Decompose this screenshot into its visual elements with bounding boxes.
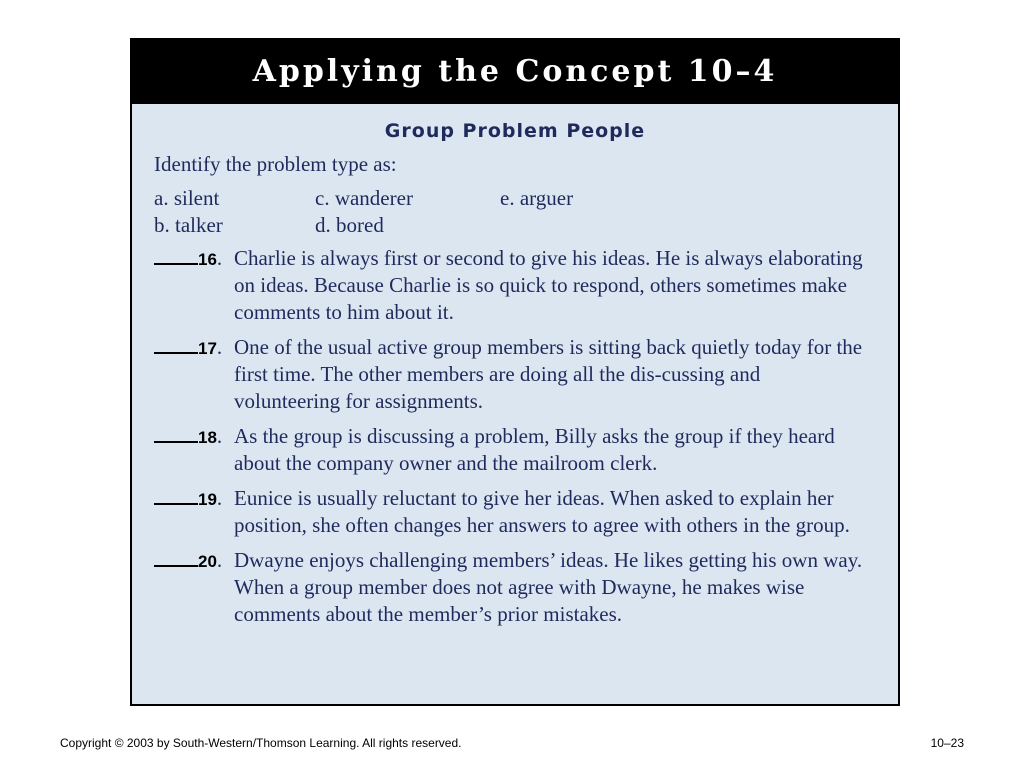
question-separator: . [216,486,223,510]
copyright-notice: Copyright © 2003 by South-Western/Thomson Learning. All rights reserved. [60,736,462,750]
answer-blank[interactable] [154,335,198,354]
answer-blank[interactable] [154,486,198,505]
question-separator: . [216,548,223,572]
panel-title: Applying the Concept 10–4 [132,40,898,104]
question-number: 18 [198,428,217,447]
question-text: As the group is discussing a problem, Billy asks the group if they heard about the company owner and the mailroom clerk. [234,424,835,475]
option-arguer: e. arguer [500,186,574,210]
question-20 [154,547,876,628]
option-wanderer: c. wanderer [315,186,413,210]
panel-content [132,104,898,628]
page-number: 10–23 [930,736,964,750]
instruction-text: Identify the problem type as: [154,152,397,176]
question-number: 19 [198,490,217,509]
question-separator: . [216,424,223,448]
question-16 [154,245,876,326]
answer-blank[interactable] [154,548,198,567]
option-silent: a. silent [154,186,220,210]
question-text: Eunice is usually reluctant to give her ideas. When asked to explain her position, she often changes her answers to agree with others in the group. [234,486,850,537]
panel-subtitle: Group Problem People [384,120,646,142]
question-separator: . [216,335,223,359]
answer-blank[interactable] [154,424,198,443]
question-number: 16 [198,250,217,269]
question-number: 20 [198,552,217,571]
question-separator: . [216,246,223,270]
option-empty [500,212,876,239]
question-19 [154,485,876,539]
question-17 [154,334,876,415]
option-bored: d. bored [315,213,384,237]
problem-type-options [154,185,876,239]
option-talker: b. talker [154,213,223,237]
question-text: Dwayne enjoys challenging members’ ideas. He likes getting his own way. When a group member does not agree with Dwayne, he makes wise comments about the member’s prior mistakes. [234,548,863,626]
answer-blank[interactable] [154,246,198,265]
question-number: 17 [198,339,217,358]
concept-panel [130,38,900,706]
question-text: One of the usual active group members is sitting back quietly today for the first time. The other members are doing all the dis-cussing and volunteering for assignments. [234,335,863,413]
question-text: Charlie is always first or second to give his ideas. He is always elaborating on ideas. Because Charlie is so quick to respond, others sometimes make comments to him about it. [234,246,863,324]
question-18 [154,423,876,477]
